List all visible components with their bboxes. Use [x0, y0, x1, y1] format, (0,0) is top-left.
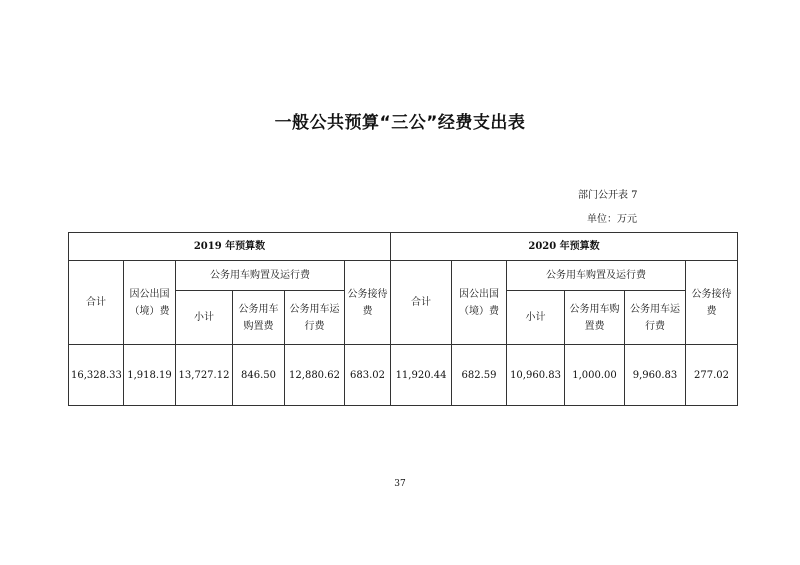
subtotal-header-2020: 小计 [507, 291, 565, 345]
purchase-header-2019: 公务用车购置费 [233, 291, 285, 345]
abroad-2020-cell: 682.59 [452, 345, 507, 406]
subtotal-2019-cell: 13,727.12 [176, 345, 233, 406]
total-header-2019: 合计 [69, 261, 124, 345]
reception-2020-cell: 277.02 [686, 345, 738, 406]
purchase-2020-cell: 1,000.00 [565, 345, 625, 406]
year-2019-header: 2019 年预算数 [69, 233, 391, 261]
abroad-header-2019: 因公出国（境）费 [124, 261, 176, 345]
reception-header-2020: 公务接待费 [686, 261, 738, 345]
reception-2019-cell: 683.02 [345, 345, 391, 406]
total-2020-cell: 11,920.44 [391, 345, 452, 406]
form-label: 部门公开表 7 [578, 190, 638, 201]
reception-header-2019: 公务接待费 [345, 261, 391, 345]
expense-table [68, 232, 738, 406]
total-header-2020: 合计 [391, 261, 452, 345]
abroad-2019-cell: 1,918.19 [124, 345, 176, 406]
total-2019-cell: 16,328.33 [69, 345, 124, 406]
purchase-header-2020: 公务用车购置费 [565, 291, 625, 345]
table-row [69, 345, 738, 406]
vehicle-header-2020: 公务用车购置及运行费 [507, 261, 686, 291]
operation-2020-cell: 9,960.83 [625, 345, 686, 406]
page-number: 37 [394, 479, 406, 489]
vehicle-header-2019: 公务用车购置及运行费 [176, 261, 345, 291]
page-title: 一般公共预算“三公”经费支出表 [274, 113, 526, 133]
unit-label: 单位：万元 [587, 214, 637, 225]
subtotal-2020-cell: 10,960.83 [507, 345, 565, 406]
operation-header-2020: 公务用车运行费 [625, 291, 686, 345]
year-2020-header: 2020 年预算数 [391, 233, 738, 261]
purchase-2019-cell: 846.50 [233, 345, 285, 406]
operation-2019-cell: 12,880.62 [285, 345, 345, 406]
operation-header-2019: 公务用车运行费 [285, 291, 345, 345]
abroad-header-2020: 因公出国（境）费 [452, 261, 507, 345]
subtotal-header-2019: 小计 [176, 291, 233, 345]
